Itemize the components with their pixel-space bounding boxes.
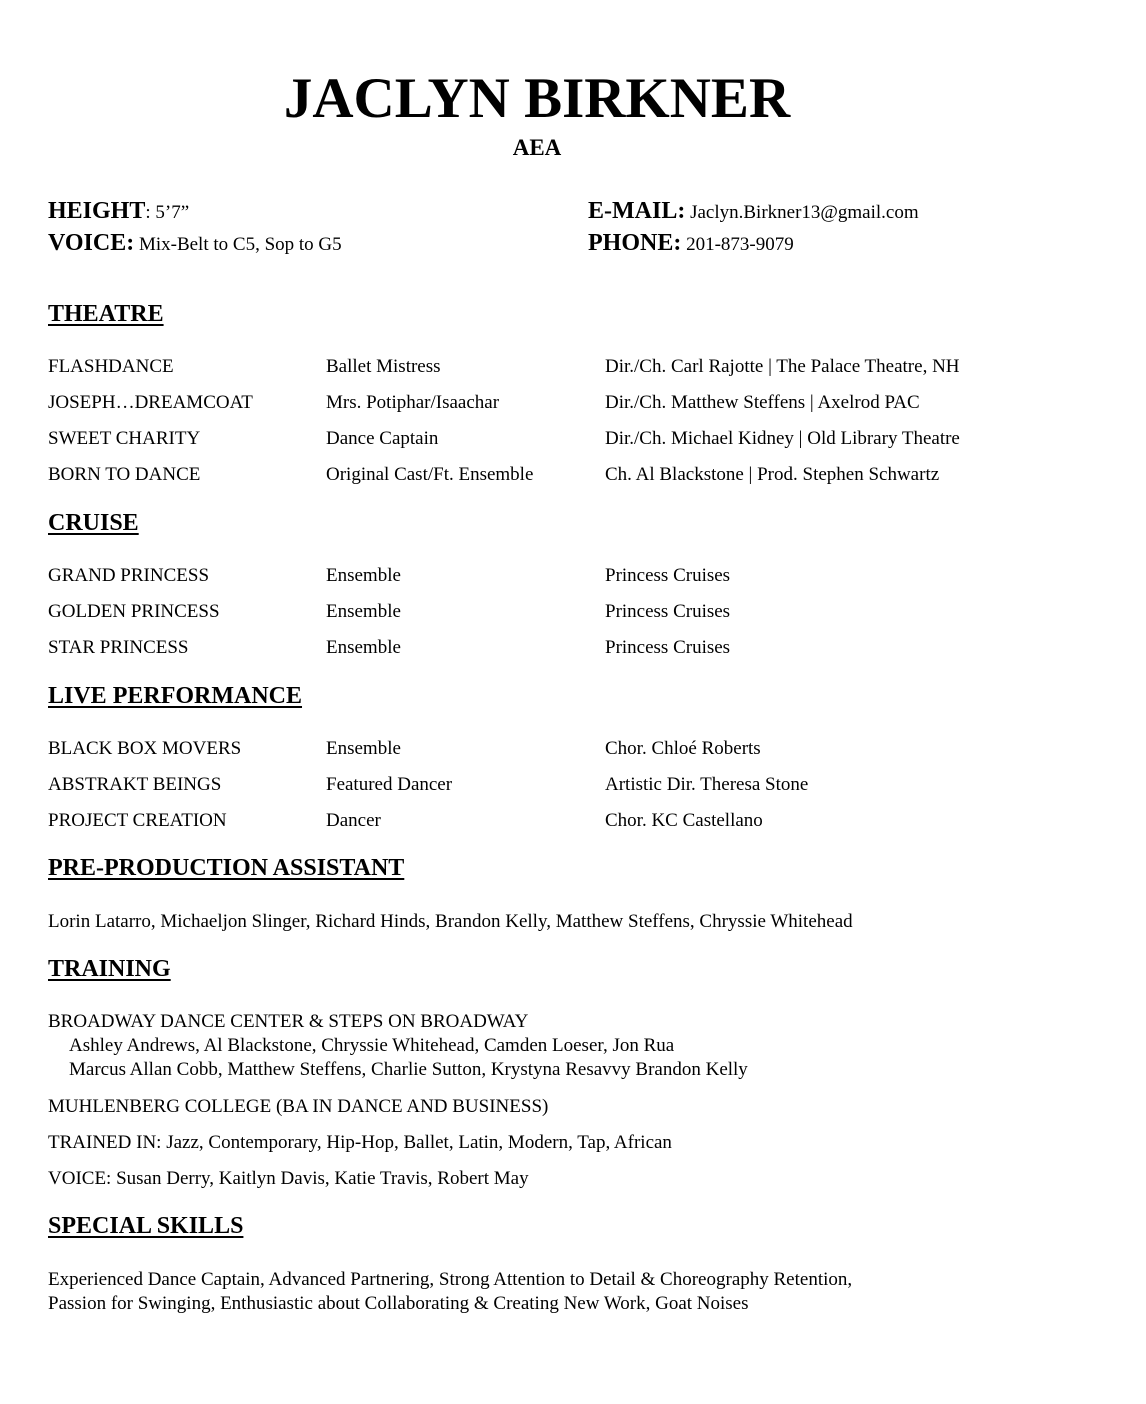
- credit-row: [48, 464, 1098, 500]
- credit-row: [48, 738, 1098, 774]
- special-skills-text: [48, 1268, 852, 1316]
- credit-company: Chor. Chloé Roberts: [605, 738, 761, 759]
- phone-line: [588, 228, 919, 260]
- stats-block: [48, 196, 342, 260]
- credit-show: ABSTRAKT BEINGS: [48, 774, 222, 795]
- credit-row: [48, 565, 1098, 601]
- credit-show: STAR PRINCESS: [48, 637, 189, 658]
- credit-company: Dir./Ch. Michael Kidney | Old Library Theatre: [605, 428, 960, 449]
- credit-company: Princess Cruises: [605, 565, 731, 586]
- credit-show: FLASHDANCE: [48, 356, 174, 377]
- training-bdc-teachers-2: Marcus Allan Cobb, Matthew Steffens, Charlie Sutton, Krystyna Resavvy Brandon Kelly: [69, 1059, 748, 1080]
- voice-line: [48, 228, 342, 260]
- training-college: MUHLENBERG COLLEGE (BA IN DANCE AND BUSINESS): [48, 1096, 549, 1117]
- height-label: HEIGHT: [48, 198, 146, 224]
- credit-role: Ensemble: [326, 738, 401, 759]
- special-skills-line-1: Experienced Dance Captain, Advanced Partnering, Strong Attention to Detail & Choreography Retention,: [48, 1269, 853, 1290]
- credit-show: BORN TO DANCE: [48, 464, 201, 485]
- special-skills-heading: SPECIAL SKILLS: [48, 1213, 244, 1239]
- credit-role: Ensemble: [326, 601, 401, 622]
- cruise-credits: [48, 565, 1098, 673]
- credit-company: Chor. KC Castellano: [605, 810, 763, 831]
- credit-show: GOLDEN PRINCESS: [48, 601, 220, 622]
- credit-company: Artistic Dir. Theresa Stone: [605, 774, 809, 795]
- credit-role: Mrs. Potiphar/Isaachar: [326, 392, 500, 413]
- credit-row: [48, 810, 1098, 846]
- credit-role: Ensemble: [326, 637, 401, 658]
- training-bdc-teachers-1: Ashley Andrews, Al Blackstone, Chryssie Whitehead, Camden Loeser, Jon Rua: [69, 1035, 675, 1056]
- credit-row: [48, 428, 1098, 464]
- credit-row: [48, 601, 1098, 637]
- voice-value: Mix-Belt to C5, Sop to G5: [138, 234, 342, 255]
- preproduction-names: Lorin Latarro, Michaeljon Slinger, Richard Hinds, Brandon Kelly, Matthew Steffens, Chryssie Whitehead: [48, 911, 853, 932]
- phone-label: PHONE:: [588, 230, 682, 256]
- credit-role: Ballet Mistress: [326, 356, 441, 377]
- credit-company: Dir./Ch. Matthew Steffens | Axelrod PAC: [605, 392, 920, 413]
- phone-value[interactable]: 201-873-9079: [686, 234, 794, 255]
- height-value: : 5’7”: [145, 202, 190, 223]
- credit-role: Featured Dancer: [326, 774, 453, 795]
- email-label: E-MAIL:: [588, 198, 686, 224]
- live-performance-credits: [48, 738, 1098, 846]
- credit-show: GRAND PRINCESS: [48, 565, 210, 586]
- credit-row: [48, 356, 1098, 392]
- credit-company: Princess Cruises: [605, 637, 731, 658]
- live-performance-heading: LIVE PERFORMANCE: [48, 683, 303, 709]
- cruise-heading: CRUISE: [48, 510, 139, 536]
- credit-row: [48, 637, 1098, 673]
- voice-label: VOICE:: [48, 230, 135, 256]
- credit-show: SWEET CHARITY: [48, 428, 201, 449]
- height-line: [48, 196, 342, 228]
- credit-show: PROJECT CREATION: [48, 810, 227, 831]
- credit-company: Ch. Al Blackstone | Prod. Stephen Schwartz: [605, 464, 940, 485]
- credit-role: Original Cast/Ft. Ensemble: [326, 464, 534, 485]
- credit-role: Ensemble: [326, 565, 401, 586]
- credit-show: BLACK BOX MOVERS: [48, 738, 242, 759]
- theatre-credits: [48, 356, 1098, 500]
- preproduction-heading: PRE-PRODUCTION ASSISTANT: [48, 855, 405, 881]
- credit-company: Dir./Ch. Carl Rajotte | The Palace Theatre, NH: [605, 356, 960, 377]
- special-skills-line-2: Passion for Swinging, Enthusiastic about Collaborating & Creating New Work, Goat Noises: [48, 1293, 749, 1314]
- credit-role: Dancer: [326, 810, 381, 831]
- credit-row: [48, 392, 1098, 428]
- email-line: [588, 196, 919, 228]
- credit-company: Princess Cruises: [605, 601, 731, 622]
- email-value[interactable]: Jaclyn.Birkner13@gmail.com: [690, 202, 919, 223]
- credit-show: JOSEPH…DREAMCOAT: [48, 392, 253, 413]
- training-bdc: [48, 1010, 748, 1082]
- theatre-heading: THEATRE: [48, 301, 164, 327]
- credit-role: Dance Captain: [326, 428, 439, 449]
- training-bdc-title: BROADWAY DANCE CENTER & STEPS ON BROADWAY: [48, 1011, 529, 1032]
- contact-block: [588, 196, 919, 260]
- union-affiliation: AEA: [512, 135, 562, 160]
- credit-row: [48, 774, 1098, 810]
- training-heading: TRAINING: [48, 956, 171, 982]
- training-voice: VOICE: Susan Derry, Kaitlyn Davis, Katie Travis, Robert May: [48, 1168, 529, 1189]
- performer-name: JACLYN BIRKNER: [283, 67, 791, 130]
- training-styles: TRAINED IN: Jazz, Contemporary, Hip-Hop, Ballet, Latin, Modern, Tap, African: [48, 1132, 672, 1153]
